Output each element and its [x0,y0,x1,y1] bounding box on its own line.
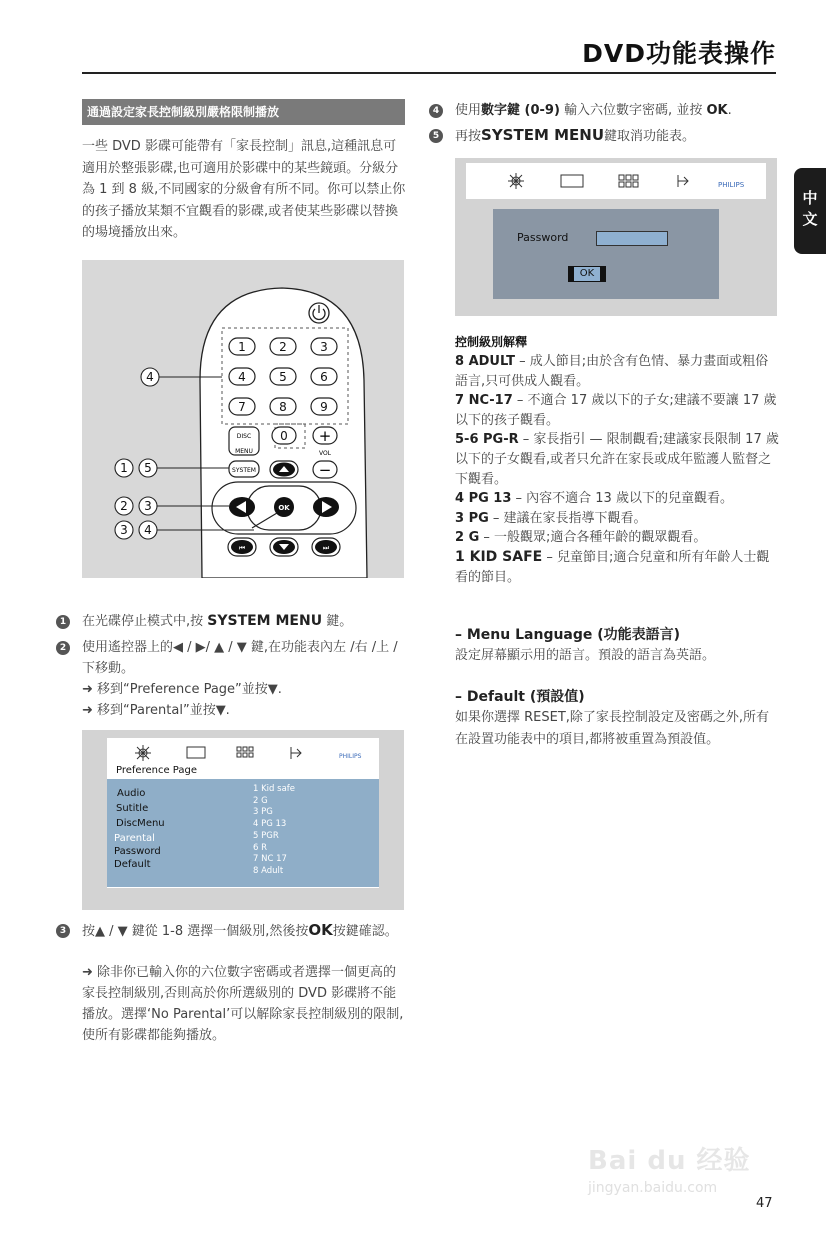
key-7: 7 [238,400,246,414]
menu-page-title: Preference Page [116,765,197,776]
option-8[interactable]: 8 Adult [253,865,284,876]
menu-language-heading: – Menu Language (功能表語言) [455,627,681,643]
key-2: 2 [279,340,287,354]
step-4-text: 使用數字鍵 (0-9) 輸入六位數字密碼, 並按 OK. [455,103,732,118]
title-divider [82,72,776,74]
step-2-sub-1: ➜ 移到“Preference Page”並按▼. [82,682,282,697]
callout-4b: 4 [144,523,152,537]
menu-item-discmenu[interactable]: DiscMenu [116,818,165,829]
step-5-number: 5 [429,129,443,143]
password-icon-bar [466,163,766,199]
level-2: 2 G – 一般觀眾;適合各種年齡的觀眾觀看。 [455,530,707,546]
menu-item-default[interactable]: Default [114,859,151,870]
levels-list [455,352,780,587]
default-heading: – Default (預設值) [455,689,585,705]
step-3-text: 按▲ / ▼ 鍵從 1-8 選擇一個級別,然後按OK按鍵確認。 [82,921,398,939]
key-8: 8 [279,400,287,414]
step-1-text: 在光碟停止模式中,按 SYSTEM MENU 鍵。 [82,613,353,629]
callout-1: 1 [120,461,128,475]
key-0: 0 [280,429,288,443]
step-5-text: 再按SYSTEM MENU鍵取消功能表。 [455,126,696,144]
system-label: SYSTEM [232,467,256,474]
remote-control-drawing [82,260,404,578]
callout-4a: 4 [146,370,154,384]
page-title: DVD功能表操作 [582,39,776,68]
option-5[interactable]: 5 PGR [253,830,279,841]
vol-label: VOL [318,450,332,457]
section-heading: 通過設定家長控制級別嚴格限制播放 [82,99,405,125]
default-text: 如果你選擇 RESET,除了家長控制設定及密碼之外,所有在設置功能表中的項目,都將被重置為預設值。 [455,710,770,747]
menu-label: MENU [235,448,253,455]
step-2-sub-2: ➜ 移到“Parental”並按▼. [82,703,230,718]
option-3[interactable]: 3 PG [253,807,273,818]
key-6: 6 [320,370,328,384]
key-3: 3 [320,340,328,354]
menu-icon-bar [107,742,379,766]
preference-menu-screen [82,730,404,910]
level-4: 4 PG 13 – 內容不適合 13 歲以下的兒童觀看。 [455,491,733,507]
menu-language-text: 設定屏幕顯示用的語言。預設的語言為英語。 [455,648,716,663]
disc-label: DISC [236,433,252,440]
ok-label: OK [278,504,290,512]
step-2-text: 使用遙控器上的◀ / ▶/ ▲ / ▼ 鍵,在功能表內左 /右 /上 /下移動。 [82,640,398,676]
step-4-number: 4 [429,104,443,118]
option-6[interactable]: 6 R [253,842,268,853]
watermark-logo: Bai du 经验 [588,1146,751,1176]
vol-minus: − [318,461,332,479]
ok-button-label: OK [574,267,600,281]
option-1[interactable]: 1 Kid safe [253,784,296,794]
option-7[interactable]: 7 NC 17 [253,854,287,865]
level-3: 3 PG – 建議在家長指導下觀看。 [455,510,647,526]
step-3-sub: ➜ 除非你已輸入你的六位數字密碼或者選擇一個更高的家長控制級別,否則高於你所選級別的 DVD 影碟將不能播放。選擇‘No Parental’可以解除家長控制級別的限制,使所有影碟都能夠播放。 [82,965,404,1043]
svg-text:⏭: ⏭ [322,544,330,552]
language-tab: 中文 [794,168,826,254]
password-input[interactable] [596,231,668,246]
menu-item-password[interactable]: Password [114,846,161,857]
philips-logo: PHILIPS [339,753,362,760]
watermark-url: jingyan.baidu.com [588,1180,718,1196]
vol-plus: + [318,427,332,445]
level-7: 7 NC-17 – 不適合 17 歲以下的子女;建議不要讓 17 歲以下的孩子觀看。 [455,393,777,428]
key-5: 5 [279,370,287,384]
ok-button[interactable] [568,266,606,282]
callout-3b: 3 [120,523,128,537]
remote-illustration [82,260,404,578]
callout-5: 5 [144,461,152,475]
step-3-number: 3 [56,924,70,938]
option-4[interactable]: 4 PG 13 [253,819,287,830]
level-5-6: 5-6 PG-R – 家長指引 — 限制觀看;建議家長限制 17 歲以下的子女觀看,或者只允許在家長或成年監護人監督之下觀看。 [455,432,779,487]
password-label: Password [517,231,569,244]
step-2-number: 2 [56,641,70,655]
option-2[interactable]: 2 G [253,795,268,806]
callout-2: 2 [120,499,128,513]
step-1-number: 1 [56,615,70,629]
intro-paragraph: 一些 DVD 影碟可能帶有「家長控制」訊息,這種訊息可適用於整張影碟,也可適用於影碟中的某些鏡頭。分級分為 1 到 8 級,不同國家的分級會有所不同。你可以禁止你的孩子播放某類不宜觀看的影碟,或者使某些影碟以替換的場境播放出來。 [82,139,406,240]
level-1: 1 KID SAFE – 兒童節目;適合兒童和所有年齡人士觀看的節目。 [455,548,770,585]
key-9: 9 [320,400,328,414]
page-number: 47 [756,1196,773,1211]
menu-item-audio[interactable]: Audio [117,788,146,799]
key-4: 4 [238,370,246,384]
levels-heading: 控制級別解釋 [455,335,528,349]
password-screen [455,158,777,316]
menu-item-parental[interactable]: Parental [114,833,155,844]
key-1: 1 [238,340,246,354]
callout-3a: 3 [144,499,152,513]
philips-logo: PHILIPS [718,181,745,189]
level-8: 8 ADULT – 成人節目;由於含有色情、暴力畫面或粗俗語言,只可供成人觀看。 [455,354,769,389]
svg-text:⏮: ⏮ [238,544,246,552]
menu-item-subtitle[interactable]: Sutitle [116,803,149,814]
